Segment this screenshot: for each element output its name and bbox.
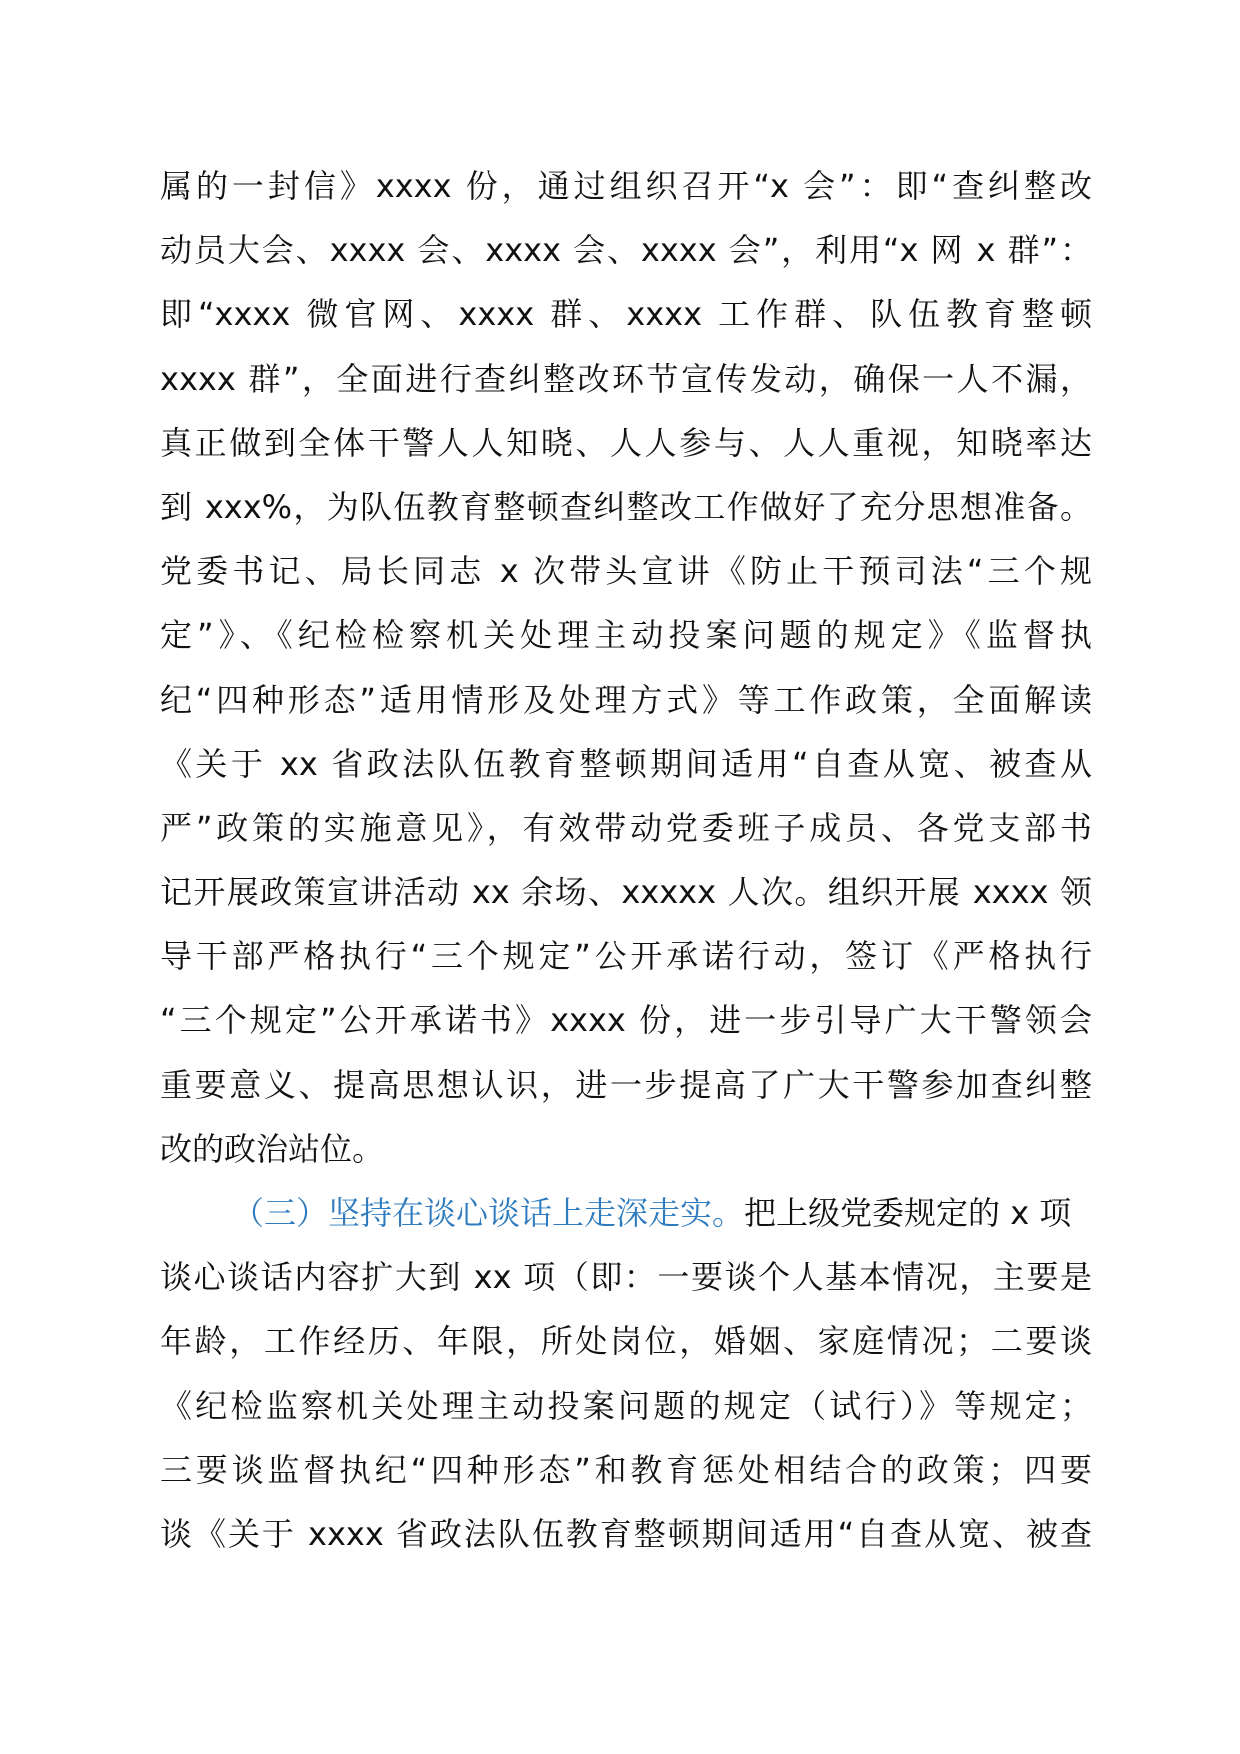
text-line: 导干部严格执行“三个规定”公开承诺行动，签订《严格执行 xyxy=(160,937,1092,976)
text-line: 到 xxx%，为队伍教育整顿查纠整改工作做好了充分思想准备。 xyxy=(160,487,1092,526)
text-line: 定”》、《纪检检察机关处理主动投案问题的规定》《监督执 xyxy=(160,616,1092,655)
paragraph-1 xyxy=(160,154,1092,1181)
text-line: 谈心谈话内容扩大到 xx 项（即：一要谈个人基本情况，主要是 xyxy=(160,1258,1092,1297)
text-line: 真正做到全体干警人人知晓、人人参与、人人重视，知晓率达 xyxy=(160,423,1092,462)
text-line: 党委书记、局长同志 x 次带头宣讲《防止干预司法“三个规 xyxy=(160,552,1092,591)
text-line: 属的一封信》xxxx 份，通过组织召开“x 会”：即“查纠整改 xyxy=(160,167,1092,205)
text-line: 严”政策的实施意见》，有效带动党委班子成员、各党支部书 xyxy=(160,808,1092,847)
text-line: 改的政治站位。 xyxy=(160,1129,385,1168)
heading-line-rest: 把上级党委规定的 x 项 xyxy=(744,1194,1072,1232)
text-line: xxxx 群”，全面进行查纠整改环节宣传发动，确保一人不漏， xyxy=(160,359,1092,398)
text-line: 即“xxxx 微官网、xxxx 群、xxxx 工作群、队伍教育整顿 xyxy=(160,295,1092,334)
text-line: 纪“四种形态”适用情形及处理方式》等工作政策，全面解读 xyxy=(160,680,1092,719)
paragraph-2 xyxy=(160,1181,1092,1566)
text-line: 年龄，工作经历、年限，所处岗位，婚姻、家庭情况；二要谈 xyxy=(160,1322,1092,1361)
text-line xyxy=(160,1181,1092,1245)
text-line: 《纪检监察机关处理主动投案问题的规定（试行）》等规定； xyxy=(160,1386,1092,1425)
text-line: 动员大会、xxxx 会、xxxx 会、xxxx 会”，利用“x 网 x 群”： xyxy=(160,231,1092,270)
text-line: 重要意义、提高思想认识，进一步提高了广大干警参加查纠整 xyxy=(160,1065,1092,1104)
text-line: 谈《关于 xxxx 省政法队伍教育整顿期间适用“自查从宽、被查 xyxy=(160,1514,1092,1553)
section-heading: （三）坚持在谈心谈话上走深走实。 xyxy=(232,1194,745,1232)
text-line: “三个规定”公开承诺书》xxxx 份，进一步引导广大干警领会 xyxy=(160,1001,1092,1040)
text-line: 三要谈监督执纪“四种形态”和教育惩处相结合的政策；四要 xyxy=(160,1450,1092,1489)
text-line: 记开展政策宣讲活动 xx 余场、xxxxx 人次。组织开展 xxxx 领 xyxy=(160,873,1092,912)
body-text xyxy=(160,154,1092,1566)
text-line: 《关于 xx 省政法队伍教育整顿期间适用“自查从宽、被查从 xyxy=(160,744,1092,783)
